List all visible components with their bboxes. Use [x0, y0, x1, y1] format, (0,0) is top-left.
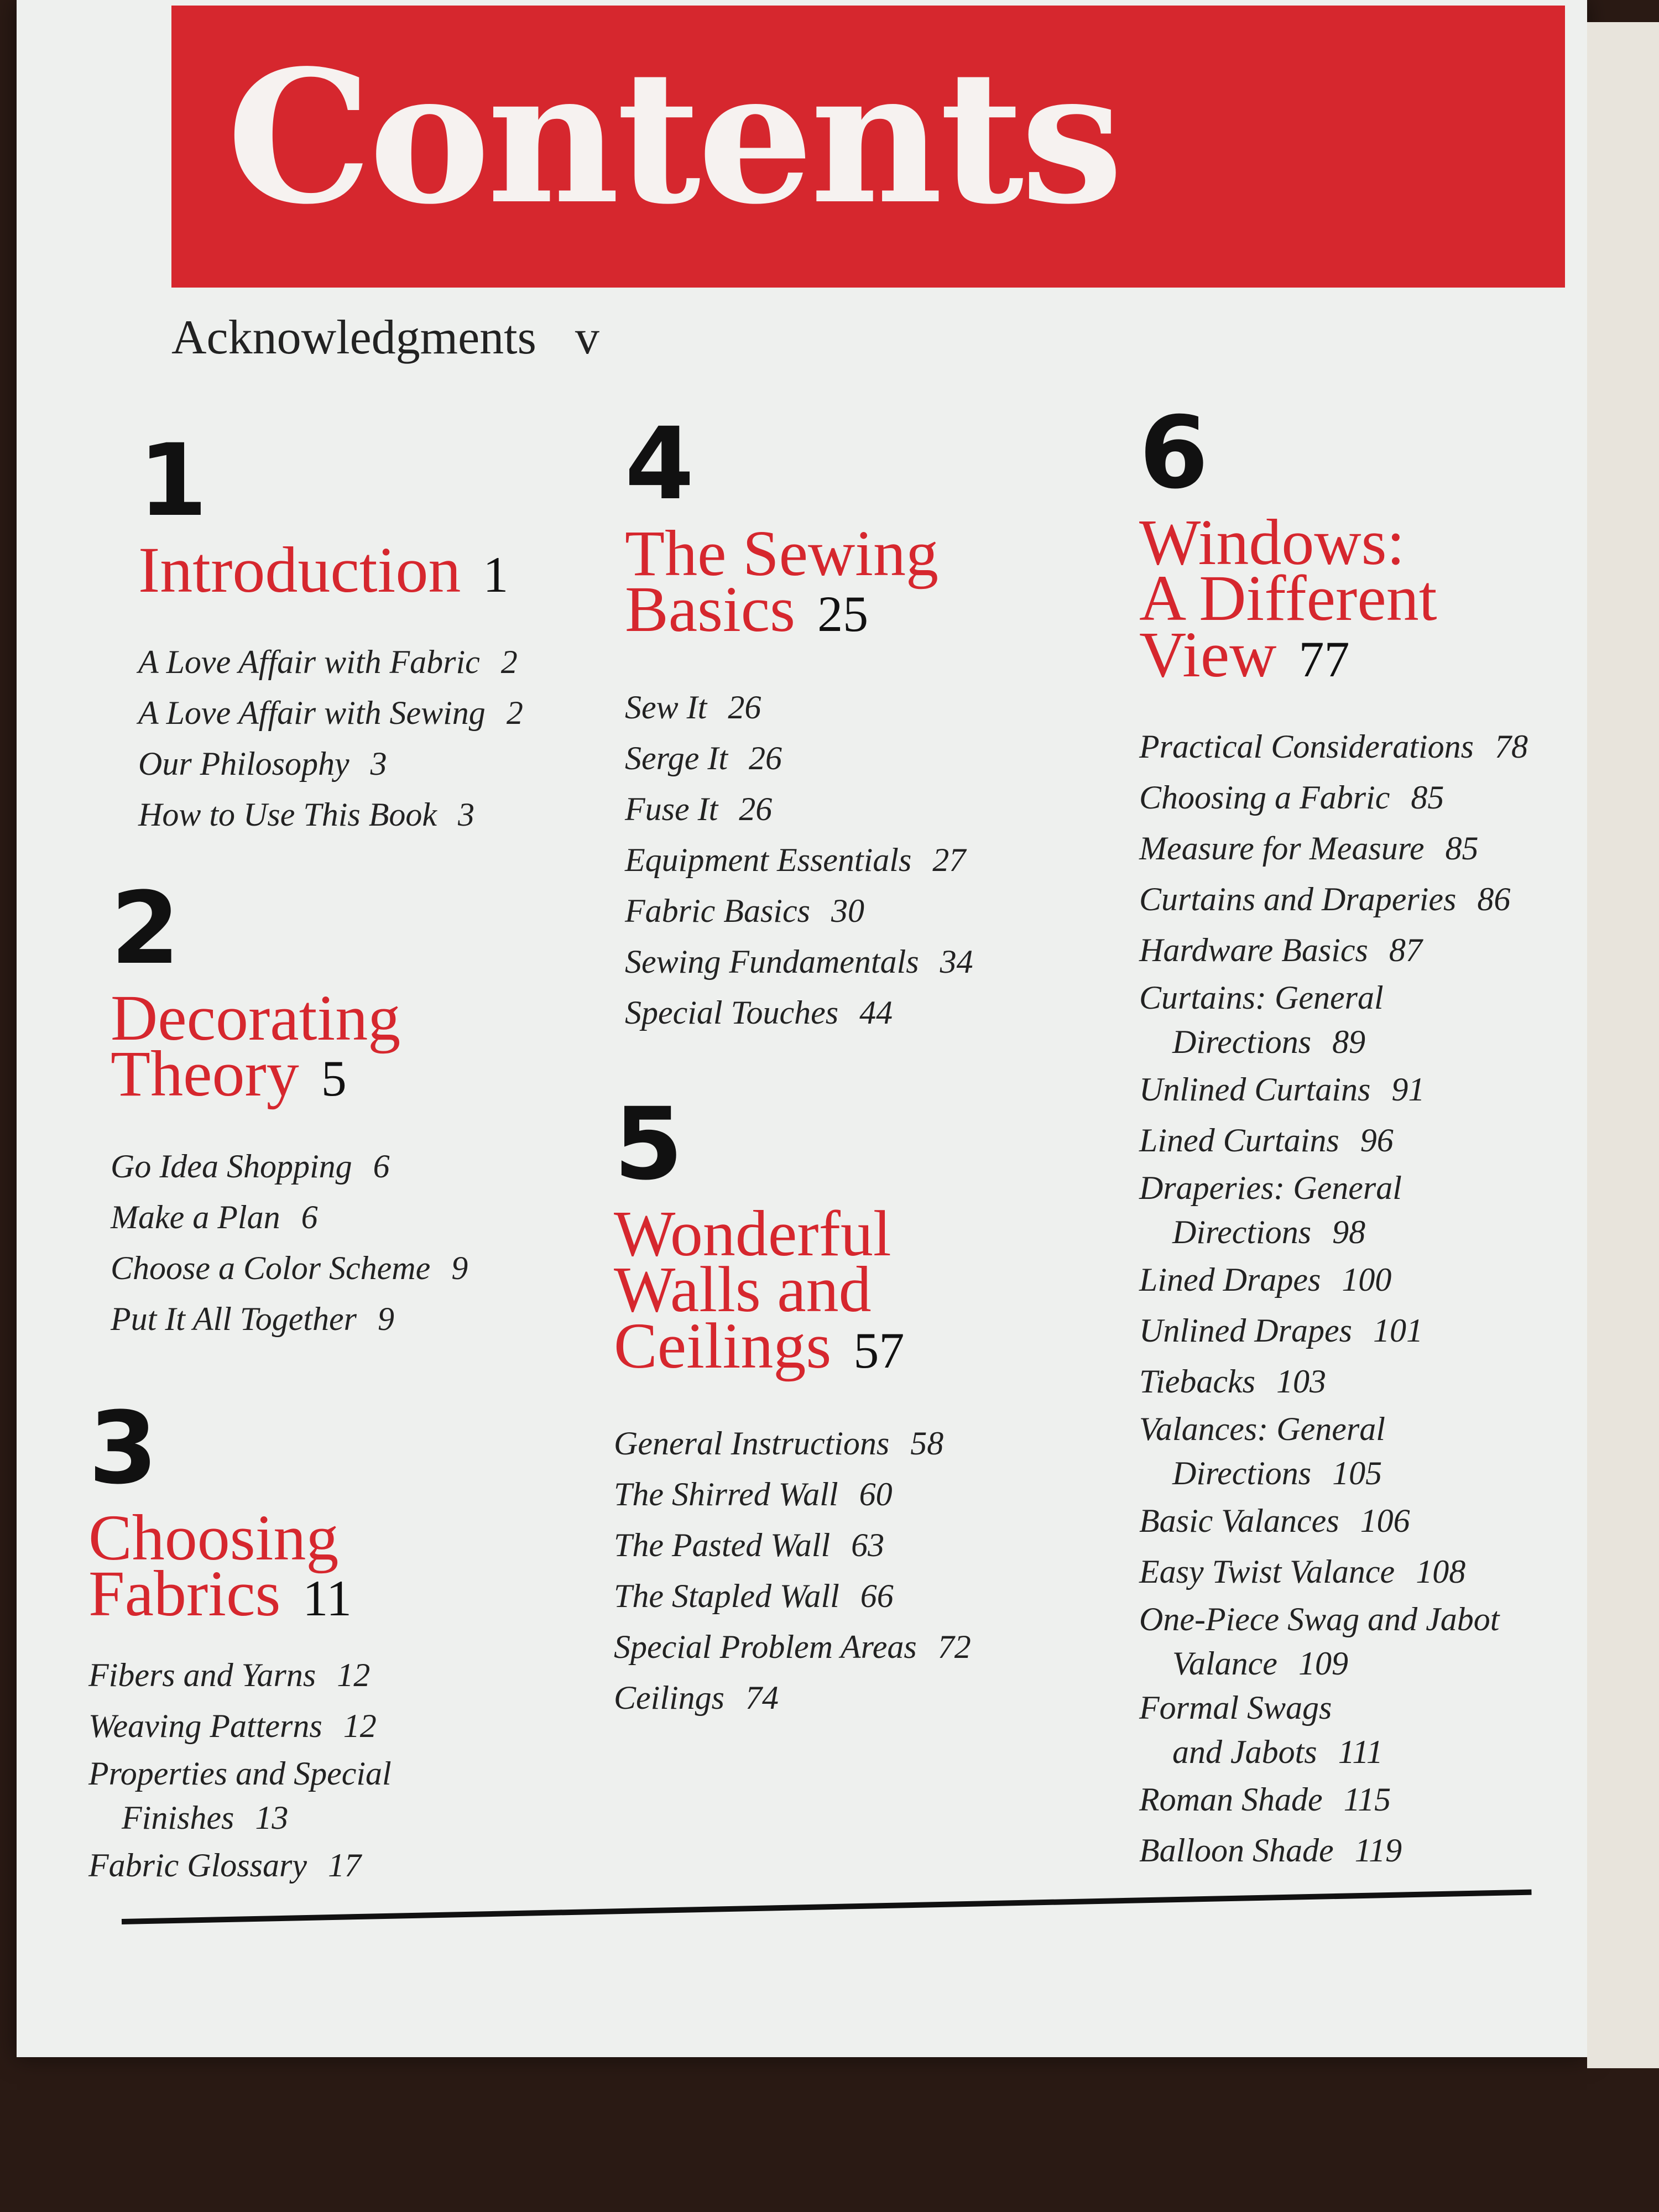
- chapter-5: [614, 1087, 971, 1723]
- toc-entry: Fibers and Yarns 12: [88, 1656, 371, 1693]
- toc-entry: Choosing a Fabric 85: [1139, 779, 1444, 816]
- book-page: [17, 0, 1587, 2057]
- toc-entry: Formal Swags and Jabots 111: [1139, 1689, 1383, 1771]
- contents-banner: [171, 6, 1565, 288]
- chapter-title: Choosing Fabrics 11: [88, 1501, 352, 1630]
- toc-entry: A Love Affair with Fabric 2: [138, 644, 518, 681]
- chapter-page: 11: [302, 1570, 352, 1627]
- toc-entry: Special Problem Areas 72: [614, 1629, 971, 1666]
- acknowledgments-page: v: [575, 311, 599, 364]
- toc-entry: Unlined Drapes 101: [1139, 1312, 1423, 1349]
- chapter-title: Decorating Theory 5: [111, 982, 401, 1110]
- chapter-1: [138, 423, 523, 840]
- toc-entry: Put It All Together 9: [111, 1300, 395, 1337]
- toc-entry: Fabric Basics 30: [625, 892, 864, 929]
- chapter-page: 25: [817, 586, 869, 643]
- chapter-entries: [111, 1141, 468, 1344]
- chapter-title: Windows: A Different View 77: [1139, 506, 1437, 691]
- chapter-entries: [625, 682, 973, 1038]
- toc-entry: Special Touches 44: [625, 994, 893, 1031]
- toc-entry: Roman Shade 115: [1139, 1781, 1391, 1818]
- toc-entry: Sew It 26: [625, 688, 761, 726]
- toc-entry: Choose a Color Scheme 9: [111, 1249, 468, 1286]
- toc-entry: Measure for Measure 85: [1139, 830, 1479, 867]
- toc-entry: Balloon Shade 119: [1139, 1832, 1402, 1869]
- toc-entry: Valances: General Directions 105: [1139, 1411, 1385, 1492]
- toc-entry: Practical Considerations 78: [1139, 728, 1528, 765]
- chapter-2: [111, 871, 468, 1344]
- toc-entry: Sewing Fundamentals 34: [625, 943, 973, 980]
- page-title: Contents: [227, 30, 1120, 244]
- next-page-edge: [1587, 22, 1659, 2068]
- chapter-number: 3: [88, 1391, 158, 1506]
- chapter-entries: [88, 1650, 392, 1891]
- toc-entry: Weaving Patterns 12: [88, 1707, 377, 1744]
- toc-entry: A Love Affair with Sewing 2: [138, 695, 523, 732]
- toc-entry: Ceilings 74: [614, 1679, 779, 1717]
- toc-entry: Fuse It 26: [625, 790, 773, 827]
- toc-entry: Basic Valances 106: [1139, 1503, 1410, 1540]
- chapter-title: Introduction 1: [138, 534, 509, 606]
- chapter-4: [625, 406, 973, 1038]
- chapter-3: [88, 1391, 392, 1891]
- toc-entry: How to Use This Book 3: [138, 796, 474, 833]
- toc-entry: General Instructions 58: [614, 1425, 944, 1462]
- chapter-page: 1: [483, 546, 509, 603]
- toc-entry: Our Philosophy 3: [138, 745, 387, 782]
- toc-entry: Draperies: General Directions 98: [1139, 1170, 1402, 1251]
- toc-entry: Lined Drapes 100: [1139, 1261, 1392, 1298]
- bottom-rule: [122, 1890, 1532, 1924]
- acknowledgments-entry: [171, 310, 599, 366]
- chapter-number: 4: [625, 406, 695, 522]
- chapter-entries: [1139, 721, 1528, 1876]
- chapter-6: [1139, 395, 1528, 1876]
- chapter-page: 57: [853, 1322, 905, 1379]
- chapter-entries: [614, 1418, 971, 1723]
- toc-entry: Easy Twist Valance 108: [1139, 1553, 1466, 1590]
- toc-entry: Make a Plan 6: [111, 1198, 318, 1235]
- chapter-number: 6: [1139, 395, 1209, 511]
- toc-entry: One-Piece Swag and Jabot Valance 109: [1139, 1601, 1500, 1682]
- toc-entry: Tiebacks 103: [1139, 1363, 1326, 1400]
- toc-entry: Hardware Basics 87: [1139, 932, 1422, 969]
- toc-entry: Lined Curtains 96: [1139, 1122, 1394, 1159]
- toc-entry: Go Idea Shopping 6: [111, 1147, 390, 1185]
- toc-entry: Unlined Curtains 91: [1139, 1071, 1425, 1108]
- toc-entry: Curtains and Draperies 86: [1139, 881, 1511, 918]
- chapter-page: 5: [321, 1050, 347, 1107]
- toc-entry: Equipment Essentials 27: [625, 841, 966, 878]
- toc-entry: The Pasted Wall 63: [614, 1527, 885, 1564]
- chapter-entries: [138, 637, 523, 840]
- chapter-page: 77: [1298, 630, 1350, 687]
- toc-entry: The Shirred Wall 60: [614, 1476, 893, 1513]
- chapter-number: 5: [614, 1087, 684, 1202]
- toc-entry: Curtains: General Directions 89: [1139, 979, 1384, 1061]
- chapter-number: 1: [138, 423, 208, 539]
- toc-entry: The Stapled Wall 66: [614, 1578, 894, 1615]
- toc-entry: Fabric Glossary 17: [88, 1846, 361, 1884]
- toc-entry: Serge It 26: [625, 739, 782, 776]
- acknowledgments-label: Acknowledgments: [171, 311, 536, 364]
- toc-entry: Properties and Special Finishes 13: [88, 1755, 392, 1836]
- chapter-number: 2: [111, 871, 180, 987]
- chapter-title: Wonderful Walls and Ceilings 57: [614, 1197, 905, 1382]
- chapter-title: The Sewing Basics 25: [625, 517, 938, 646]
